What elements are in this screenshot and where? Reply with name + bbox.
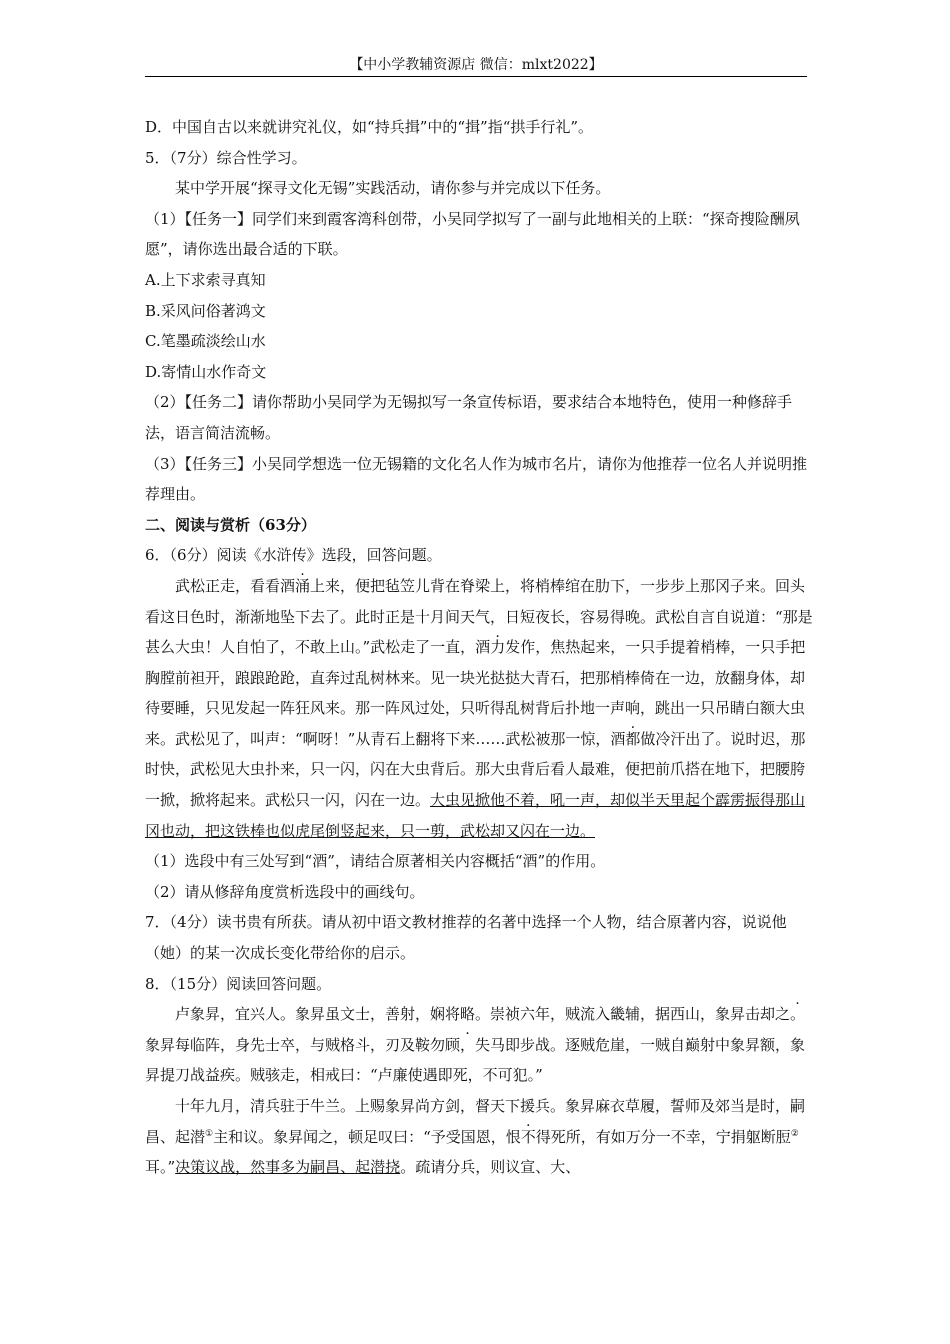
option-d-couplet: D.寄情山水作奇文 xyxy=(145,362,267,381)
option-a: A.上下求索寻真知 xyxy=(145,270,266,289)
passage-text: 力发作，焦热起来，一只手提着梢棒，一只手把胸膛前袒开，踉踉跄跄，直奔过乱树林来。见一块光挞挞大青石，把那梢棒倚在一边，放翻身体，却待要睡，只见发起一阵狂风来。那一阵风过处，只听得乱树背后扑地一声响，跳出一只吊睛白额大虫来。武松见了，叫声：“啊呀！”从青石上翻将下来……武松被那一惊， xyxy=(145,638,806,748)
option-c: C.笔墨疏淡绘山水 xyxy=(145,332,266,351)
footnote-marker-1: ① xyxy=(205,1128,214,1139)
document-body xyxy=(145,112,813,1183)
question-6-sub-1: （1）选段中有三处写到“酒”，请结合原著相关内容概括“酒”的作用。 xyxy=(145,852,606,871)
passage-text: 卢象昇，宜兴人。象昇虽文士，善射，娴将略。崇祯六年，贼流入畿辅，据西山，象昇击却 xyxy=(175,1005,776,1024)
question-8-passage-1 xyxy=(145,999,813,1091)
underlined-sentence: 大虫见掀他不着，吼一声，却似半天里起个霹雳振得那山冈也动，把这铁棒也似虎尾倒竖起来，只一剪，武松却又闪在一边。 xyxy=(145,791,806,840)
passage-text: 涌上来，便把毡笠儿背在脊梁上，将梢棒绾在肋下，一步步上那冈子来。回头看这日色时，渐渐地坠下去了。此时正是十月间天气，日短夜长，容易得晚。武松自言自说道：“那是甚么大虫！人自怕了，不敢上山。”武松走了一直， xyxy=(145,576,813,657)
question-7: 7．（4分）读书贵有所获。请从初中语文教材推荐的名著中选择一个人物，结合原著内容，说说他（她）的某一次成长变化带给你的启示。 xyxy=(145,913,787,963)
question-8-passage-2 xyxy=(145,1091,813,1183)
emphasis-mark-jiu: 酒 xyxy=(280,576,296,595)
passage-text: 。象昇每临阵，身先士卒，与贼格斗，刃及鞍勿 xyxy=(145,1005,806,1054)
emphasis-mark-zhi: 之 xyxy=(775,1005,791,1024)
header-divider xyxy=(145,76,807,77)
question-6-title: 6．（6分）阅读《水浒传》选段，回答问题。 xyxy=(145,546,442,565)
page-header: 【中小学教辅资源店 微信：mlxt2022】 xyxy=(349,57,603,73)
passage-text: 不得死所，有如万分一不幸，宁捐躯断脰 xyxy=(520,1127,791,1146)
option-b: B.采风问俗著鸿文 xyxy=(145,301,266,320)
question-5-task-1: （1）【任务一】同学们来到霞客湾科创带，小吴同学拟写了一副与此地相关的上联：“探奇搜险酬夙愿”，请你选出最合适的下联。 xyxy=(145,209,800,259)
section-2-heading: 二、阅读与赏析（63分） xyxy=(145,515,316,534)
passage-text: 耳。” xyxy=(145,1158,176,1177)
emphasis-mark-jiu: 酒 xyxy=(610,729,626,748)
emphasis-mark-jiu: 酒 xyxy=(475,638,491,657)
question-6-sub-2: （2）请从修辞角度赏析选段中的画线句。 xyxy=(145,882,425,901)
emphasis-mark-hen: 恨 xyxy=(505,1127,521,1146)
passage-text: 十年九月，清兵驻于牛兰。上赐象昇尚方剑，督天下援兵。象昇麻衣草履，誓师及郊当是时，嗣昌、起潜 xyxy=(145,1097,806,1146)
passage-text: ，失马即步战。逐贼危崖，一贼自巅射中象昇额，象昇提刀战益疾。贼骇走，相戒曰：“卢廉使遇即死，不可犯。” xyxy=(145,1035,806,1085)
question-5-task-3: （3）【任务三】小吴同学想选一位无锡籍的文化名人作为城市名片，请你为他推荐一位名人并说明推荐理由。 xyxy=(145,454,808,504)
passage-text: 都做冷汗出了。说时迟，那时快，武松见大虫扑来，只一闪，闪在大虫背后。那大虫背后看人最难，便把前爪搭在地下，把腰胯一掀，掀将起来。武松只一闪，闪在一边。 xyxy=(145,729,806,810)
emphasis-mark-gu: 顾 xyxy=(445,1035,461,1054)
passage-text: 。疏请分兵，则议宣、大、 xyxy=(400,1158,581,1177)
question-5-task-2: （2）【任务二】请你帮助小吴同学为无锡拟写一条宣传标语，要求结合本地特色，使用一种修辞手法，语言简洁流畅。 xyxy=(145,393,793,442)
question-6-passage xyxy=(145,571,813,846)
passage-text: 武松正走，看看 xyxy=(175,576,281,595)
question-5-intro: 某中学开展“探寻文化无锡”实践活动，请你参与并完成以下任务。 xyxy=(175,179,611,198)
underlined-sentence: 决策议战，然事多为嗣昌、起潜挠 xyxy=(175,1158,401,1177)
option-d: D．中国自古以来就讲究礼仪，如“持兵揖”中的“揖”指“拱手行礼”。 xyxy=(145,118,594,136)
question-5-title: 5．（7分）综合性学习。 xyxy=(145,148,307,167)
footnote-marker-2: ② xyxy=(790,1128,799,1139)
passage-text: 主和议。象昇闻之，顿足叹曰：“予受国恩， xyxy=(213,1127,506,1146)
question-8-title: 8．（15分）阅读回答问题。 xyxy=(145,974,332,993)
